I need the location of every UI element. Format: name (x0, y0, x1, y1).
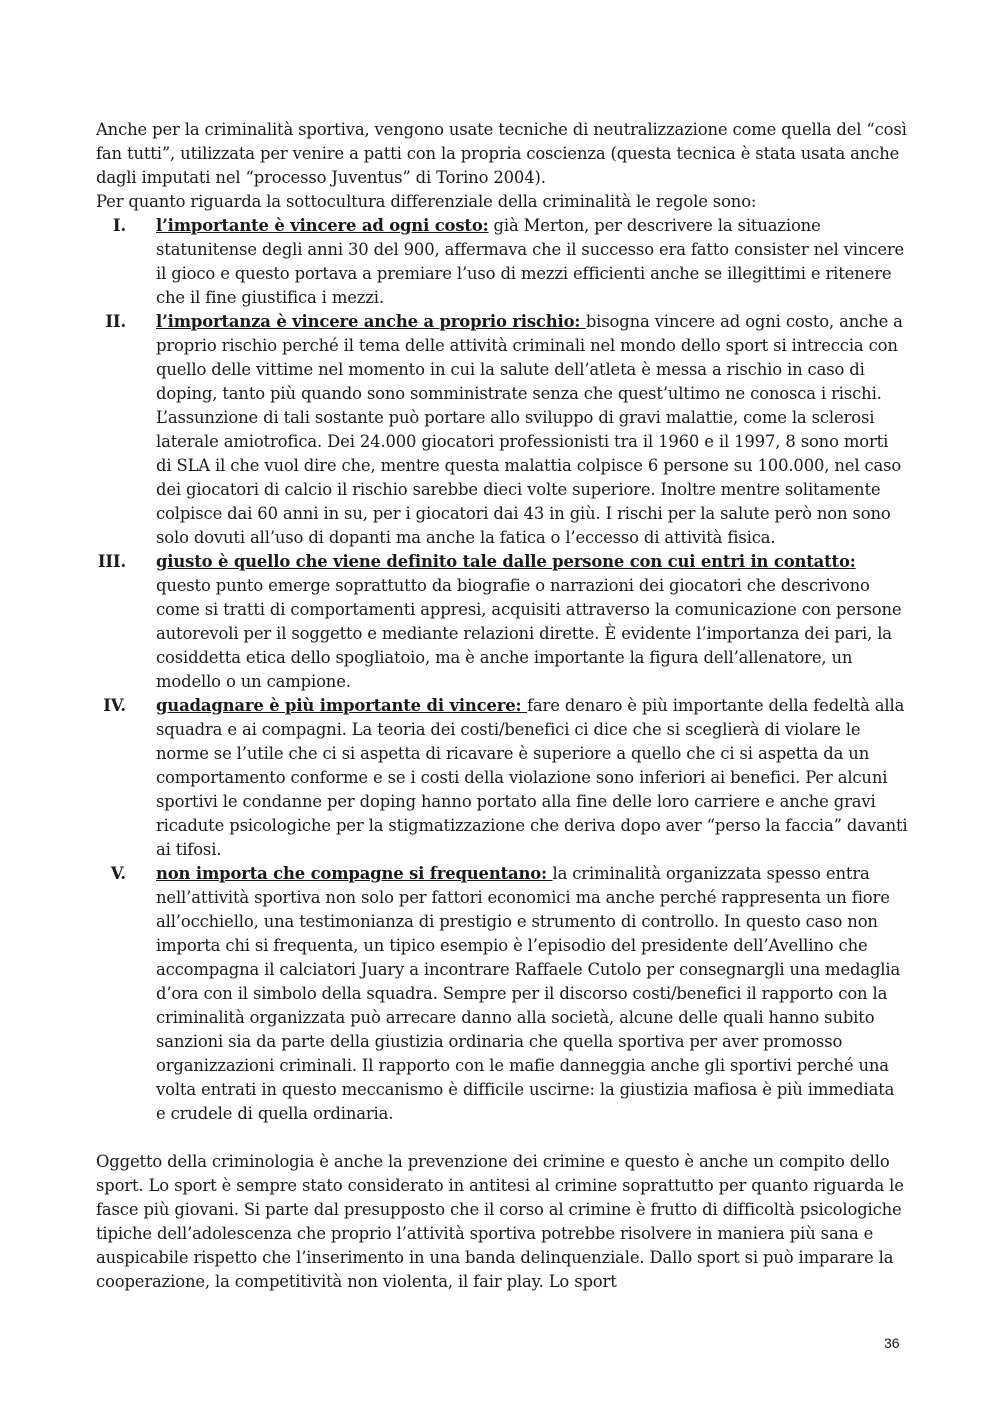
intro-paragraph: Anche per la criminalità sportiva, vengono usate tecniche di neutralizzazione come quella del “così fan tutti”, utilizzata per venire a patti con la propria coscienza (questa tecnica è stata usata anche dagli imputati nel “processo Juventus” di Torino 2004). (96, 120, 907, 187)
rule-numeral: III. (97, 552, 126, 571)
rule-text: fare denaro è più importante della fedeltà alla squadra e ai compagni. La teoria dei costi/benefici ci dice che si sceglierà di violare le norme se l’utile che ci si aspetta di ricavare è superiore a quello che ci si aspetta da un comportamento conforme e se i costi della violazione sono inferiori ai benefici. Per alcuni sportivi le condanne per doping hanno portato alla fine delle loro carriere e anche gravi ricadute psicologiche per la stigmatizzazione che deriva dopo aver “perso la faccia” davanti ai tifosi. (156, 696, 908, 859)
rule-item (96, 862, 908, 1126)
rule-numeral: IV. (103, 696, 126, 715)
rule-text: già Merton, per descrivere la situazione statunitense degli anni 30 del 900, affermava che il successo era fatto consister nel vincere il gioco e questo portava a premiare l’uso di mezzi efficienti anche se illegittimi e ritenere che il fine giustifica i mezzi. (156, 216, 905, 307)
rule-heading: guadagnare è più importante di vincere: (156, 696, 527, 715)
rule-heading: non importa che compagne si frequentano: (156, 864, 553, 883)
rule-heading: l’importanza è vincere anche a proprio rischio: (156, 312, 586, 331)
rule-text: bisogna vincere ad ogni costo, anche a proprio rischio perché il tema delle attività criminali nel mondo dello sport si intreccia con quello delle vittime nel momento in cui la salute dell’atleta è messa a rischio in caso di doping, tanto più quando sono somministrate senza che quest’ultimo ne conosca i rischi. L’assunzione di tali sostante può portare allo sviluppo di gravi malattie, come la sclerosi laterale amiotrofica. Dei 24.000 giocatori professionisti tra il 1960 e il 1997, 8 sono morti di SLA il che vuol dire che, mentre questa malattia colpisce 6 persone su 100.000, nel caso dei giocatori di calcio il rischio sarebbe dieci volte superiore. Inoltre mentre solitamente colpisce dai 60 anni in su, per i giocatori dai 43 in giù. I rischi per la salute però non sono solo dovuti all’uso di dopanti ma anche la fatica o l’eccesso di attività fisica. (156, 312, 903, 547)
rule-heading: giusto è quello che viene definito tale dalle persone con cui entri in contatto: (156, 552, 856, 571)
closing-paragraph: Oggetto della criminologia è anche la prevenzione dei crimine e questo è anche un compito dello sport. Lo sport è sempre stato considerato in antitesi al crimine soprattutto per quanto riguarda le fasce più giovani. Si parte dal presupposto che il corso al crimine è frutto di difficoltà psicologiche tipiche dell’adolescenza che proprio l’attività sportiva potrebbe risolvere in maniera più sana e auspicabile rispetto che l’inserimento in una banda delinquenziale. Dallo sport si può imparare la cooperazione, la competitività non violenta, il fair play. Lo sport (96, 1152, 904, 1291)
rule-item (96, 310, 908, 550)
paragraph-gap (96, 1126, 908, 1150)
rule-item (96, 694, 908, 862)
rule-text: questo punto emerge soprattutto da biografie o narrazioni dei giocatori che descrivono come si tratti di comportamenti appresi, acquisiti attraverso la comunicazione con persone autorevoli per il soggetto e mediante relazioni dirette. È evidente l’importanza dei pari, la cosiddetta etica dello spogliatoio, ma è anche importante la figura dell’allenatore, un modello o un campione. (156, 576, 902, 691)
rule-item (96, 550, 908, 694)
rule-item (96, 214, 908, 310)
intro-lead-in: Per quanto riguarda la sottocultura differenziale della criminalità le regole sono: (96, 192, 757, 211)
page-number: 36 (884, 1335, 900, 1351)
document-page (96, 118, 908, 1294)
rule-text: la criminalità organizzata spesso entra nell’attività sportiva non solo per fattori economici ma anche perché rappresenta un fiore all’occhiello, una testimonianza di prestigio e strumento di controllo. In questo caso non importa chi si frequenta, un tipico esempio è l’episodio del presidente dell’Avellino che accompagna il calciatori Juary a incontrare Raffaele Cutolo per consegnargli una medaglia d’ora con il simbolo della squadra. Sempre per il discorso costi/benefici il rapporto con la criminalità organizzata può arrecare danno alla società, alcune delle quali hanno subito sanzioni sia da parte della giustizia ordinaria che quella sportiva per aver promosso organizzazioni criminali. Il rapporto con le mafie danneggia anche gli sportivi perché una volta entrati in questo meccanismo è difficile uscirne: la giustizia mafiosa è più immediata e crudele di quella ordinaria. (156, 864, 901, 1123)
rule-numeral: V. (110, 864, 126, 883)
rule-heading: l’importante è vincere ad ogni costo: (156, 216, 489, 235)
rules-list (96, 214, 908, 1126)
rule-numeral: I. (112, 216, 126, 235)
rule-numeral: II. (105, 312, 126, 331)
